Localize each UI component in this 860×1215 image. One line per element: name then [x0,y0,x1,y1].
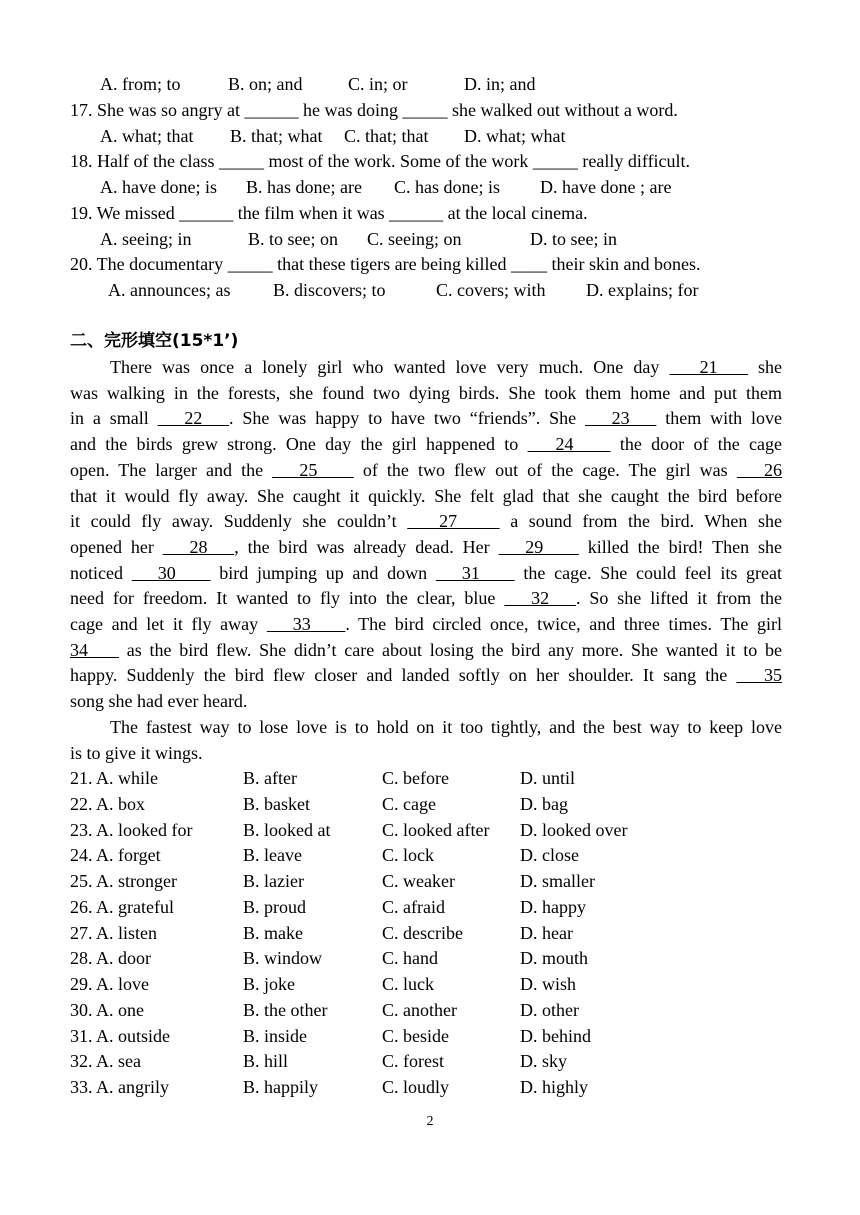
question-19-options [70,226,782,252]
option-d: D. until [520,768,576,788]
passage-line [70,714,782,740]
option-c: C. in; or [348,74,408,94]
passage-text: is to give it wings. [70,742,203,763]
option-c: C. hand [382,948,438,969]
answer-blank: 34 [70,639,120,660]
question-20-stem: 20. The documentary _____ that these tigers are being killed ____ their skin and bones. [70,254,701,274]
option-d: D. happy [520,896,586,917]
option-c: C. cage [382,793,436,814]
option-d: D. wish [520,974,577,994]
passage-text: them with love [656,408,783,429]
passage-text: The fastest way to lose love is to hold on it too tightly, and the best way to keep love [110,716,782,737]
option-d: D. to see; in [530,229,617,249]
option-b: B. on; and [228,74,303,94]
passage-text: as the bird flew. She didn’t care about losing the bird any more. She wanted it to be [119,639,782,660]
option-b: B. that; what [230,126,323,146]
question-26-options [70,894,782,920]
option-b: B. hill [243,1051,289,1072]
option-c: C. covers; with [436,280,546,300]
option-b: B. to see; on [248,229,338,249]
question-17-stem: 17. She was so angry at ______ he was doing _____ she walked out without a word. [70,100,678,120]
passage-line [70,637,782,663]
option-c: C. forest [382,1051,444,1072]
passage-text: that it would fly away. She caught it quickly. She felt glad that she caught the bird before [70,485,782,506]
question-25-options [70,868,782,894]
option-a: A. from; to [100,74,181,94]
option-b: B. looked at [243,819,331,840]
answer-blank: 32 [504,588,576,609]
passage-line [70,380,782,406]
passage-text: . She was happy to have two “friends”. She [229,408,585,429]
option-a: 31. A. outside [70,1025,171,1046]
option-b: B. leave [243,845,302,866]
option-d: D. hear [520,922,573,943]
option-c: C. afraid [382,896,445,917]
passage-text: cage and let it fly away [70,614,267,634]
option-d: D. explains; for [586,280,699,300]
answer-blank: 23 [584,408,657,429]
option-b: B. inside [243,1025,308,1046]
option-c: C. has done; is [394,177,500,197]
passage-text: a sound from the bird. When she [499,511,783,532]
passage-text: was walking in the forests, she found two dying birds. She took them home and put them [70,382,782,403]
option-c: C. luck [382,974,434,994]
option-d: D. looked over [520,819,628,840]
option-d: D. in; and [464,74,536,94]
option-d: D. what; what [464,126,566,146]
section-title: 二、完形填空(15*1’) [70,331,239,351]
option-b: B. discovers; to [273,280,386,300]
passage-line [70,483,782,509]
option-b: B. joke [243,974,295,994]
answer-blank: 27 [407,511,500,532]
option-a: 21. A. while [70,768,158,788]
question-29-options [70,971,782,997]
option-a: 27. A. listen [70,922,158,943]
question-28-options [70,945,782,971]
passage-line [70,534,782,560]
question-21-options [70,765,782,791]
passage-text: and the birds grew strong. One day the girl happened to [70,434,528,455]
option-a: 33. A. angrily [70,1077,169,1097]
question-19-stem: 19. We missed ______ the film when it was ______ at the local cinema. [70,203,588,223]
option-b: B. the other [243,999,328,1020]
passage-text: . The bird circled once, twice, and three times. The girl [345,614,782,634]
passage-text: she [747,357,782,377]
answer-blank: 25 [272,459,354,480]
passage-text: open. The larger and the [70,459,273,480]
option-c: C. beside [382,1025,449,1046]
passage-text: killed the bird! Then she [578,536,783,557]
answer-blank: 31 [435,562,515,583]
option-c: C. describe [382,922,463,943]
passage-text: opened her [70,536,163,557]
question-31-options [70,1023,782,1049]
option-a: 26. A. grateful [70,896,174,917]
passage-text: song she had ever heard. [70,691,248,712]
passage-text: noticed [70,562,132,583]
option-a: A. announces; as [108,280,231,300]
question-16-options [70,71,782,97]
option-a: A. seeing; in [100,229,192,249]
option-a: 28. A. door [70,948,151,969]
answer-blank: 21 [669,357,748,377]
option-c: C. before [382,768,449,788]
passage-line [70,662,782,688]
passage-text: There was once a lonely girl who wanted love very much. One day [110,357,670,377]
question-18-options [70,174,782,200]
option-a: 24. A. forget [70,845,161,866]
option-c: C. that; that [344,126,429,146]
passage-line [70,560,782,586]
question-23-options [70,817,782,843]
passage-text: , the bird was already dead. Her [234,536,499,557]
passage-text: . So she lifted it from the [575,588,782,609]
option-b: B. has done; are [246,177,362,197]
option-b: B. proud [243,896,306,917]
option-a: 29. A. love [70,974,149,994]
passage-line [70,431,782,457]
passage-line [70,585,782,611]
option-d: D. smaller [520,871,595,891]
option-c: C. lock [382,845,434,866]
answer-blank: 28 [162,536,235,557]
answer-blank: 33 [266,614,346,634]
option-a: 30. A. one [70,999,144,1020]
question-20-options [70,277,782,303]
option-d: D. other [520,999,579,1020]
passage-line [70,405,782,431]
option-d: D. sky [520,1051,568,1072]
question-18-stem: 18. Half of the class _____ most of the work. Some of the work _____ really difficult. [70,151,691,171]
option-b: B. make [243,922,303,943]
question-22-options [70,791,782,817]
passage-line [70,740,782,766]
question-33-options [70,1074,782,1100]
passage-text: of the two flew out of the cage. The girl was [353,459,737,480]
option-d: D. close [520,845,579,866]
option-d: D. bag [520,793,568,814]
option-d: D. behind [520,1025,591,1046]
question-30-options [70,997,782,1023]
option-b: B. lazier [243,871,304,891]
option-b: B. happily [243,1077,318,1097]
option-c: C. another [382,999,457,1020]
answer-blank: 26 [736,459,783,480]
question-32-options [70,1048,782,1074]
option-c: C. weaker [382,871,455,891]
passage-text: the cage. She could feel its great [514,562,783,583]
answer-blank: 30 [131,562,211,583]
passage-line [70,508,782,534]
passage-text: in a small [70,408,158,429]
option-b: B. basket [243,793,310,814]
option-d: D. highly [520,1077,589,1097]
option-b: B. after [243,768,297,788]
question-17-options [70,123,782,149]
option-c: C. seeing; on [367,229,462,249]
option-a: 23. A. looked for [70,819,193,840]
passage-text: the door of the cage [610,434,782,455]
passage-text: bird jumping up and down [210,562,436,583]
question-27-options [70,920,782,946]
passage-text: need for freedom. It wanted to fly into the clear, blue [70,588,505,609]
passage-text: it could fly away. Suddenly she couldn’t [70,511,408,532]
answer-blank: 24 [527,434,611,455]
passage-line [70,457,782,483]
passage-line [70,354,782,380]
passage-text: happy. Suddenly the bird flew closer and landed softly on her shoulder. It sang the [70,665,737,686]
option-c: C. looked after [382,819,490,840]
option-a: 25. A. stronger [70,871,177,891]
answer-blank: 22 [157,408,230,429]
answer-blank: 29 [498,536,579,557]
option-a: 22. A. box [70,793,146,814]
question-24-options [70,842,782,868]
option-a: 32. A. sea [70,1051,141,1072]
option-a: A. what; that [100,126,194,146]
passage-line [70,611,782,637]
option-d: D. mouth [520,948,589,969]
answer-blank: 35 [736,665,783,686]
option-b: B. window [243,948,323,969]
option-c: C. loudly [382,1077,450,1097]
page-number: 2 [426,1114,434,1129]
passage-line [70,688,782,714]
option-d: D. have done ; are [540,177,672,197]
option-a: A. have done; is [100,177,217,197]
